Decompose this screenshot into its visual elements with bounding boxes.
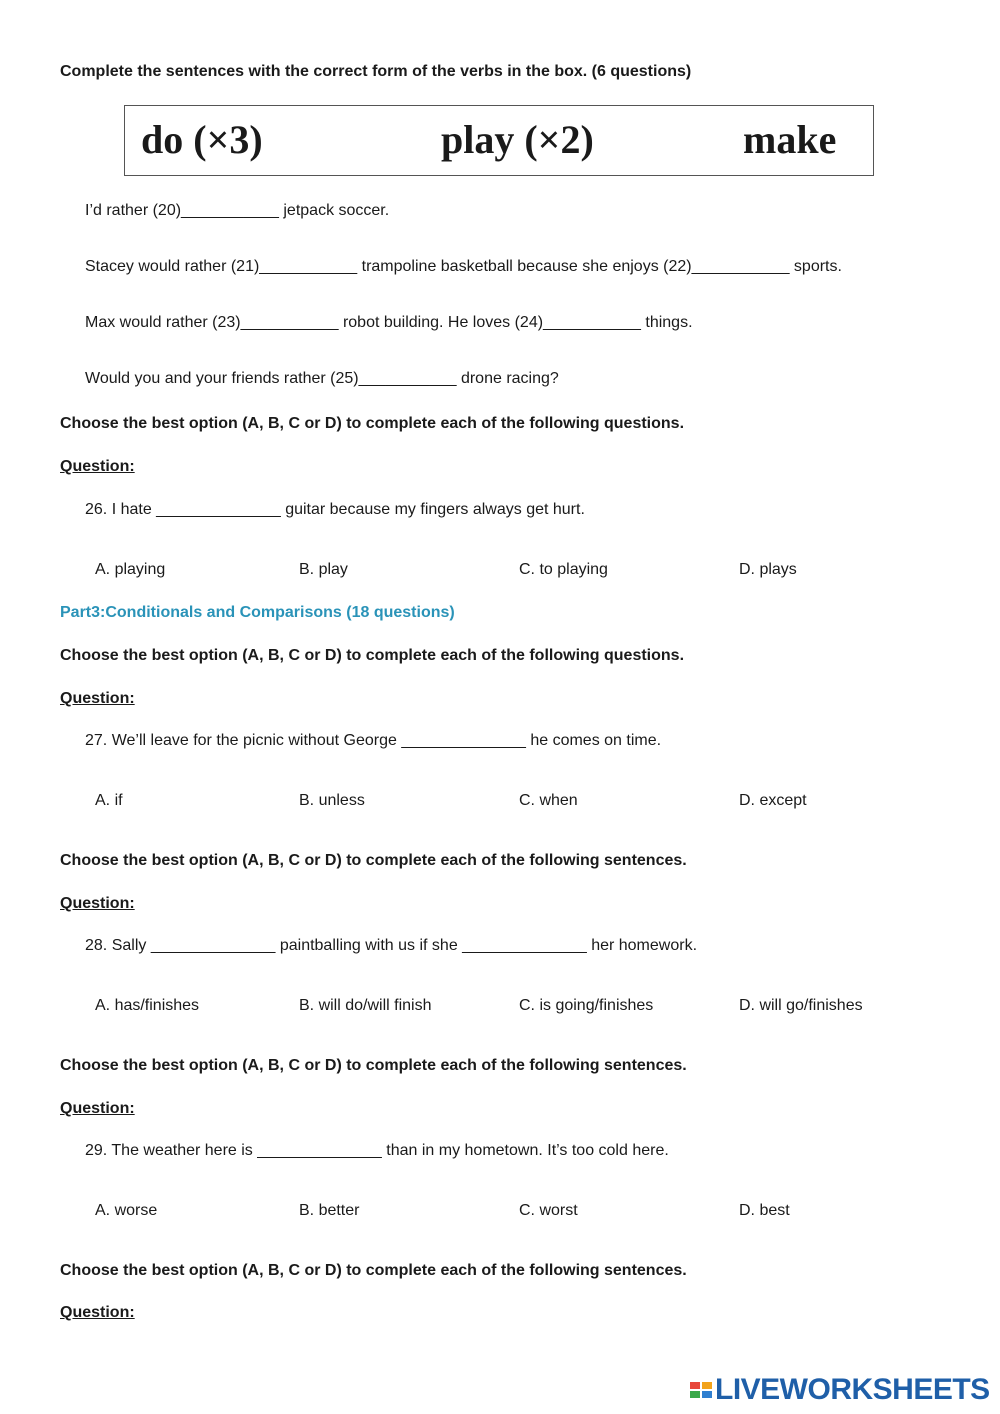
q26-option-d[interactable]: D. plays (739, 561, 797, 578)
liveworksheets-blocks-icon (690, 1382, 712, 1398)
q29-option-c[interactable]: C. worst (519, 1202, 578, 1219)
q27-option-c[interactable]: C. when (519, 792, 578, 809)
part3-heading: Part3:Conditionals and Comparisons (18 questions) (60, 604, 455, 621)
logo-block (702, 1391, 712, 1398)
q28-text: 28. Sally ______________ paintballing with us if she ______________ her homework. (85, 937, 698, 954)
verb-word-box (124, 105, 874, 176)
word-box-item: do (×3) (141, 117, 263, 162)
q29-text: 29. The weather here is ______________ than in my hometown. It’s too cold here. (85, 1142, 669, 1159)
q28-option-c[interactable]: C. is going/finishes (519, 997, 654, 1014)
q26-option-b[interactable]: B. play (299, 561, 348, 578)
q28-option-a[interactable]: A. has/finishes (95, 997, 200, 1014)
q27-option-a[interactable]: A. if (95, 792, 123, 809)
section-instruction: Complete the sentences with the correct form of the verbs in the box. (6 questions) (60, 63, 692, 80)
q29-instruction: Choose the best option (A, B, C or D) to complete each of the following sentences. (60, 1057, 687, 1074)
q29-option-b[interactable]: B. better (299, 1202, 360, 1219)
q28-option-b[interactable]: B. will do/will finish (299, 997, 432, 1014)
q29-label: Question: (60, 1100, 135, 1117)
q30-label: Question: (60, 1304, 135, 1321)
logo-text: LIVEWORKSHEETS (715, 1373, 990, 1406)
q26-instruction: Choose the best option (A, B, C or D) to complete each of the following questions. (60, 415, 685, 432)
q28-label: Question: (60, 895, 135, 912)
q30-instruction: Choose the best option (A, B, C or D) to complete each of the following sentences. (60, 1262, 687, 1279)
sentence-25: Would you and your friends rather (25)___________ drone racing? (85, 370, 559, 387)
liveworksheets-logo (690, 1374, 990, 1406)
q28-instruction: Choose the best option (A, B, C or D) to complete each of the following sentences. (60, 852, 687, 869)
sentence-21-22: Stacey would rather (21)___________ trampoline basketball because she enjoys (22)___________ sports. (85, 258, 842, 275)
word-box-item: play (×2) (441, 117, 594, 162)
logo-block (702, 1382, 712, 1389)
q26-option-c[interactable]: C. to playing (519, 561, 608, 578)
logo-block (690, 1391, 700, 1398)
q27-instruction: Choose the best option (A, B, C or D) to complete each of the following questions. (60, 647, 685, 664)
q27-label: Question: (60, 690, 135, 707)
sentence-20: I’d rather (20)___________ jetpack soccer. (85, 202, 390, 219)
q28-option-d[interactable]: D. will go/finishes (739, 997, 863, 1014)
q27-option-b[interactable]: B. unless (299, 792, 365, 809)
logo-block (690, 1382, 700, 1389)
q29-option-a[interactable]: A. worse (95, 1202, 158, 1219)
q26-option-a[interactable]: A. playing (95, 561, 166, 578)
sentence-23-24: Max would rather (23)___________ robot building. He loves (24)___________ things. (85, 314, 693, 331)
word-box-item: make (743, 117, 837, 162)
q26-label: Question: (60, 458, 135, 475)
q27-text: 27. We’ll leave for the picnic without George ______________ he comes on time. (85, 732, 662, 749)
q26-text: 26. I hate ______________ guitar because my fingers always get hurt. (85, 501, 585, 518)
q27-option-d[interactable]: D. except (739, 792, 807, 809)
q29-option-d[interactable]: D. best (739, 1202, 790, 1219)
